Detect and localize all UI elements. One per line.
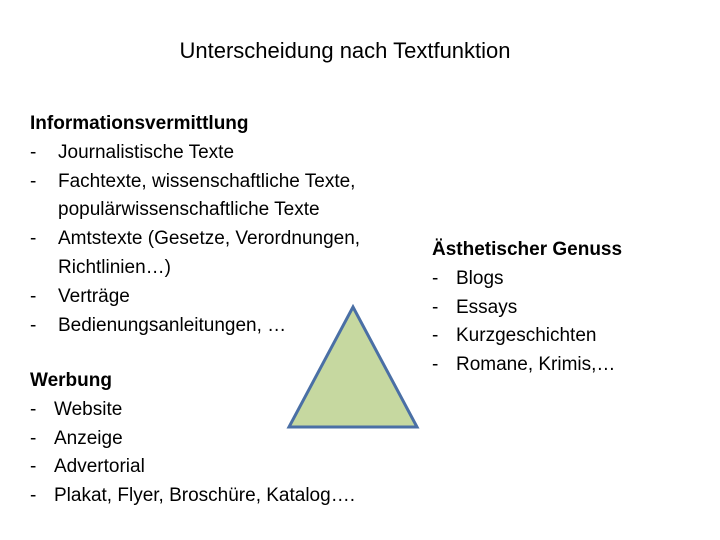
triangle-shape: [286, 304, 420, 430]
list-item: [432, 351, 712, 380]
slide-title: Unterscheidung nach Textfunktion: [179, 38, 511, 63]
list-item-text: Advertorial: [54, 456, 145, 478]
list-item-text: Verträge: [58, 285, 130, 307]
dash-bullet: -: [432, 267, 439, 289]
dash-bullet: -: [30, 398, 37, 420]
triangle-polygon: [289, 307, 417, 427]
list-item: [432, 294, 712, 323]
list-item-text: Website: [54, 398, 123, 420]
list-item-text: Bedienungsanleitungen, …: [58, 314, 287, 336]
list-item-text: Amtstexte (Gesetze, Verordnungen, Richtlinien…): [58, 228, 361, 278]
dash-bullet: -: [432, 354, 439, 376]
werbung-heading: Werbung: [30, 370, 112, 391]
dash-bullet: -: [30, 228, 37, 250]
list-item-text: Journalistische Texte: [58, 141, 235, 163]
dash-bullet: -: [30, 314, 37, 336]
aesthetik-list: [432, 265, 712, 380]
list-item: [432, 322, 712, 351]
info-heading: Informationsvermittlung: [30, 113, 249, 134]
list-item: [30, 225, 430, 283]
dash-bullet: -: [30, 456, 37, 478]
dash-bullet: -: [30, 285, 37, 307]
dash-bullet: -: [30, 427, 37, 449]
list-item: [30, 168, 430, 226]
dash-bullet: -: [30, 141, 37, 163]
dash-bullet: -: [432, 325, 439, 347]
list-item-text: Fachtexte, wissenschaftliche Texte, populärwissenschaftliche Texte: [58, 170, 356, 221]
aesthetik-block: [432, 236, 712, 380]
list-item-text: Kurzgeschichten: [456, 325, 597, 347]
dash-bullet: -: [30, 170, 37, 192]
dash-bullet: -: [432, 296, 439, 318]
dash-bullet: -: [30, 485, 37, 507]
list-item-text: Plakat, Flyer, Broschüre, Katalog….: [54, 485, 355, 507]
list-item: [30, 453, 410, 482]
aesthetik-heading: Ästhetischer Genuss: [432, 239, 623, 260]
list-item-text: Romane, Krimis,…: [456, 354, 616, 376]
list-item-text: Anzeige: [54, 427, 123, 449]
list-item: [432, 265, 712, 294]
list-item: [30, 482, 410, 511]
list-item-text: Blogs: [456, 267, 504, 289]
list-item-text: Essays: [456, 296, 518, 318]
list-item: [30, 139, 430, 168]
